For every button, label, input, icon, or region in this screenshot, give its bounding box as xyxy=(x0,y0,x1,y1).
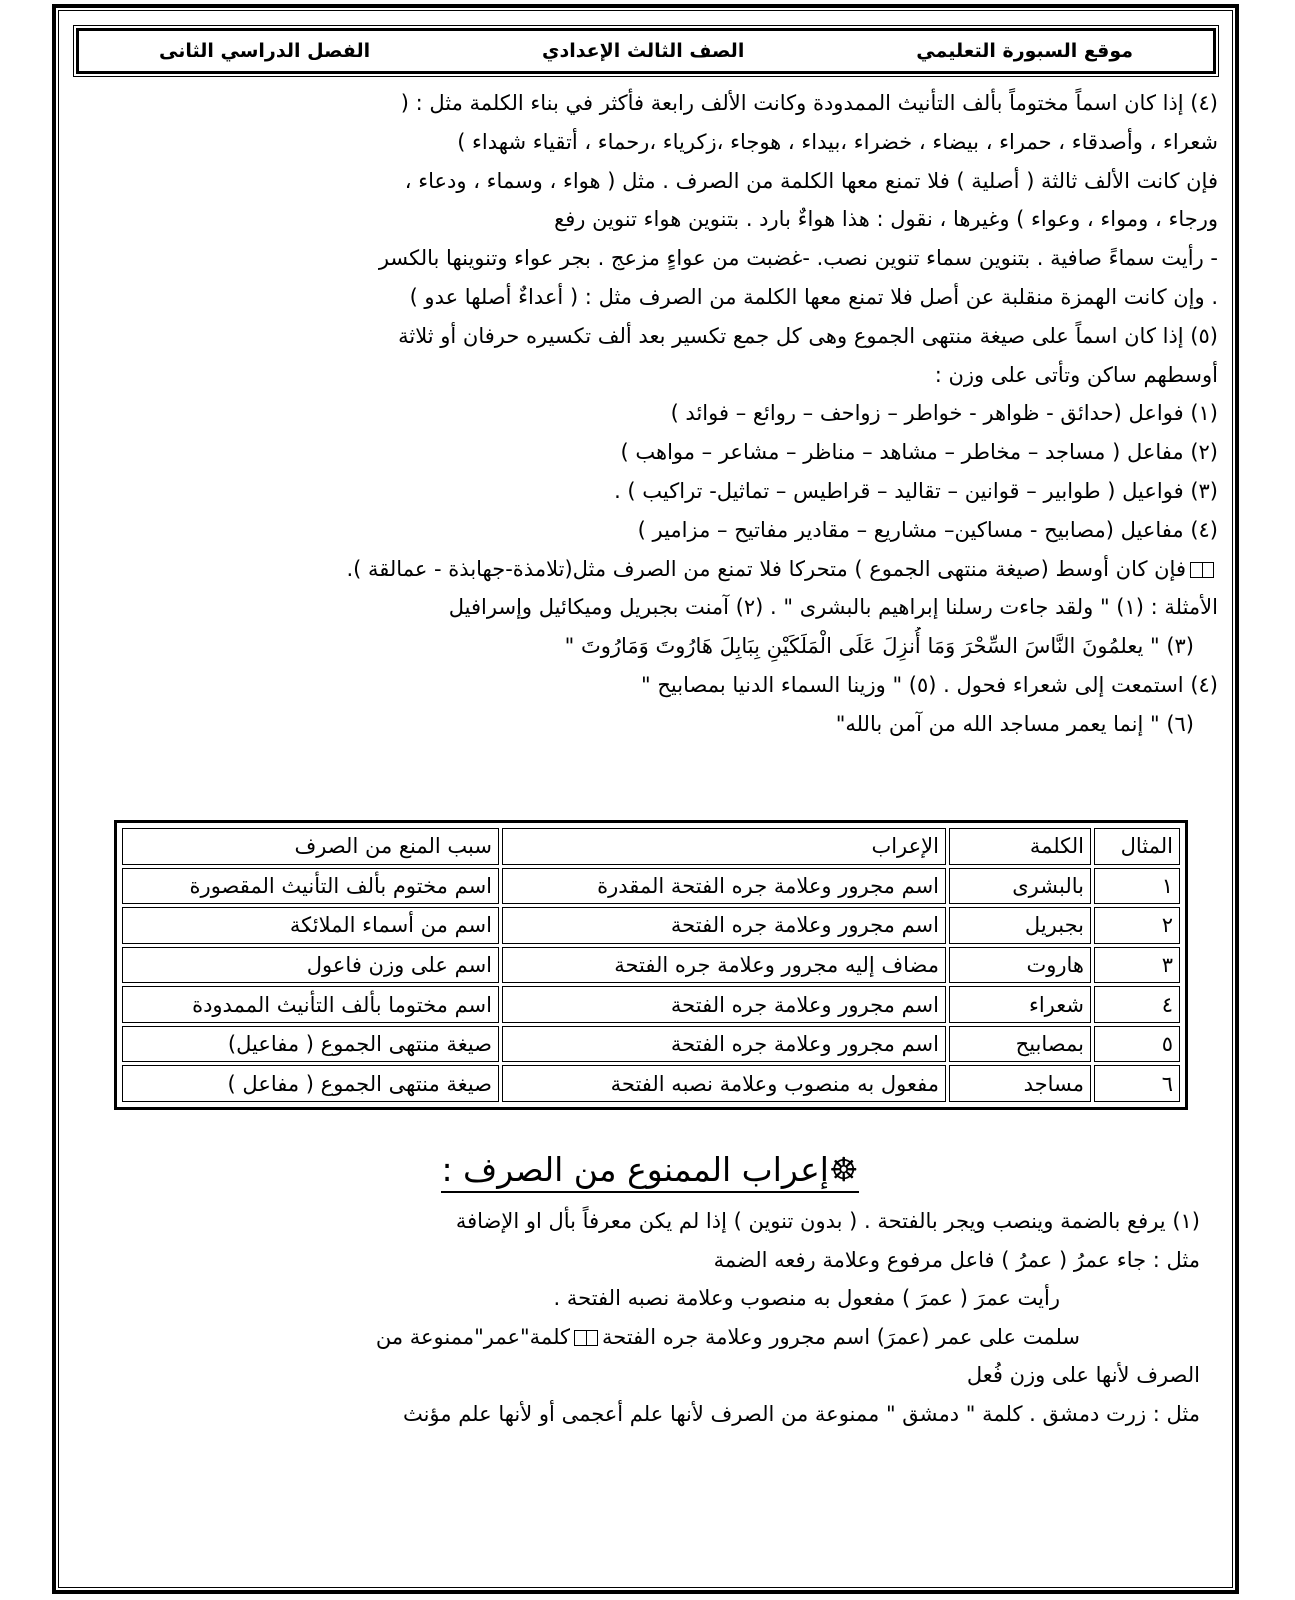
text-line-note xyxy=(120,1318,1200,1357)
table-cell: بجبريل xyxy=(949,907,1091,944)
text-line: . وإن كانت الهمزة منقلبة عن أصل فلا تمنع معها الكلمة من الصرف مثل : ( أعداءٌ أصلها عدو ) xyxy=(409,284,1218,309)
text-line: (٥) إذا كان اسماً على صيغة منتهى الجموع وهى كل جمع تكسير بعد ألف تكسيره حرفان أو ثلاثة xyxy=(398,323,1218,348)
text-line: (٣) " يعلمُونَ النَّاسَ السِّحْرَ وَمَا أُنزِلَ عَلَى الْمَلَكَيْنِ بِبَابِلَ هَارُوتَ وَمَارُوتَ " xyxy=(564,634,1194,659)
text-line: أوسطهم ساكن وتأتى على وزن : xyxy=(934,362,1218,387)
table-cell: مضاف إليه مجرور وعلامة جره الفتحة xyxy=(502,947,946,984)
table-cell: اسم على وزن فاعول xyxy=(122,947,499,984)
text-line: شعراء ، وأصدقاء ، حمراء ، بيضاء ، خضراء ،بيداء ، هوجاء ،زكرياء ،رحماء ، أتقياء شهداء ) xyxy=(457,129,1218,154)
table-cell: شعراء xyxy=(949,986,1091,1023)
table-cell: اسم مجرور وعلامة جره الفتحة المقدرة xyxy=(502,868,946,905)
text-line: (١) يرفع بالضمة وينصب ويجر بالفتحة . ( بدون تنوين ) إذا لم يكن معرفاً بأل او الإضافة xyxy=(455,1209,1200,1233)
table-cell: ٤ xyxy=(1094,986,1180,1023)
table-row xyxy=(122,947,1180,984)
header-term: الفصل الدراسي الثانى xyxy=(159,40,371,62)
header-site: موقع السبورة التعليمي xyxy=(916,40,1133,62)
text-line: (٢) مفاعل ( مساجد – مخاطر – مشاهد – مناظر – مشاعر – مواهب ) xyxy=(620,440,1218,465)
table-cell: صيغة منتهى الجموع ( مفاعيل) xyxy=(122,1026,499,1063)
section-title-text: ☸إعراب الممنوع من الصرف : xyxy=(441,1150,858,1193)
section-title xyxy=(400,1150,900,1189)
table-cell: اسم مجرور وعلامة جره الفتحة xyxy=(502,986,946,1023)
table-row xyxy=(122,1026,1180,1063)
examples-table xyxy=(119,825,1183,1105)
note-text: كلمة"عمر"ممنوعة من xyxy=(375,1324,571,1349)
text-line: (٦) " إنما يعمر مساجد الله من آمن بالله" xyxy=(835,711,1194,736)
text-line: رأيت عمرَ ( عمرَ ) مفعول به منصوب وعلامة نصبه الفتحة . xyxy=(553,1286,1060,1310)
header-cell: الكلمة xyxy=(949,828,1091,865)
table-cell: اسم مجرور وعلامة جره الفتحة xyxy=(502,907,946,944)
table-cell: هاروت xyxy=(949,947,1091,984)
table-cell: ٢ xyxy=(1094,907,1180,944)
table-row xyxy=(122,907,1180,944)
table-row xyxy=(122,986,1180,1023)
header-cell: الإعراب xyxy=(502,828,946,865)
header-grade: الصف الثالث الإعدادي xyxy=(542,40,745,62)
table-cell: ١ xyxy=(1094,868,1180,905)
text-line: مثل : زرت دمشق . كلمة " دمشق " ممنوعة من الصرف لأنها علم أعجمى أو لأنها علم مؤنث xyxy=(402,1401,1200,1426)
table-cell: مفعول به منصوب وعلامة نصبه الفتحة xyxy=(502,1065,946,1102)
table-cell: صيغة منتهى الجموع ( مفاعل ) xyxy=(122,1065,499,1102)
text-line: (٣) فواعيل ( طوابير – قوانين – تقاليد – قراطيس – تماثيل- تراكيب ) . xyxy=(614,478,1218,503)
text-line: (١) فواعل (حدائق - ظواهر - خواطر – زواحف – روائع – فوائد ) xyxy=(670,401,1218,426)
header-cell: سبب المنع من الصرف xyxy=(122,828,499,865)
table-cell: ٦ xyxy=(1094,1065,1180,1102)
text-line: ورجاء ، ومواء ، وعواء ) وغيرها ، نقول : هذا هواءٌ بارد . بتنوين هواء تنوين رفع xyxy=(554,207,1218,232)
lesson-body xyxy=(96,84,1218,744)
book-icon xyxy=(574,1330,598,1346)
text-line: (٤) مفاعيل (مصابيح - مساكين– مشاريع – مقادير مفاتيح – مزامير ) xyxy=(637,517,1218,542)
text-line: (٤) إذا كان اسماً مختوماً بألف التأنيث الممدودة وكانت الألف رابعة فأكثر في بناء الكلمة مثل : ( xyxy=(400,91,1218,115)
note-text: سلمت على عمر (عمرَ) اسم مجرور وعلامة جره الفتحة xyxy=(602,1324,1080,1349)
table-cell: ٥ xyxy=(1094,1026,1180,1063)
table-cell: ٣ xyxy=(1094,947,1180,984)
text-line: مثل : جاء عمرُ ( عمرُ ) فاعل مرفوع وعلامة رفعه الضمة xyxy=(713,1247,1200,1272)
text-line: (٤) استمعت إلى شعراء فحول . (٥) " وزينا السماء الدنيا بمصابيح " xyxy=(641,672,1218,697)
examples-table-frame xyxy=(114,820,1188,1110)
text-line: الأمثلة : (١) " ولقد جاءت رسلنا إبراهيم بالبشرى " . (٢) آمنت بجبريل وميكائيل وإسرافيل xyxy=(448,595,1218,620)
table-cell: اسم مجرور وعلامة جره الفتحة xyxy=(502,1026,946,1063)
table-cell: اسم مختوما بألف التأنيث الممدودة xyxy=(122,986,499,1023)
header-cell: المثال xyxy=(1094,828,1180,865)
text-line: الصرف لأنها على وزن فُعل xyxy=(966,1363,1200,1387)
table-cell: اسم مختوم بألف التأنيث المقصورة xyxy=(122,868,499,905)
table-cell: بمصابيح xyxy=(949,1026,1091,1063)
table-cell: اسم من أسماء الملائكة xyxy=(122,907,499,944)
text-line: - رأيت سماءً صافية . بتنوين سماء تنوين نصب. -غضبت من عواءٍ مزعج . بجر عواء وتنوينها بالكسر xyxy=(378,246,1218,271)
table-cell: بالبشرى xyxy=(949,868,1091,905)
table-header-row xyxy=(122,828,1180,865)
book-icon xyxy=(1190,562,1214,578)
note-text: فإن كان أوسط (صيغة منتهى الجموع ) متحركا فلا تمنع من الصرف مثل(تلامذة-جهابذة - عمالقة ). xyxy=(346,556,1186,581)
table-cell: مساجد xyxy=(949,1065,1091,1102)
text-line: فإن كانت الألف ثالثة ( أصلية ) فلا تمنع معها الكلمة من الصرف . مثل ( هواء ، وسماء ، ودعاء ، xyxy=(404,168,1218,193)
page-header xyxy=(76,28,1216,74)
table-row xyxy=(122,868,1180,905)
table-row xyxy=(122,1065,1180,1102)
text-line-note xyxy=(96,550,1218,589)
lesson-body-2 xyxy=(120,1202,1200,1433)
